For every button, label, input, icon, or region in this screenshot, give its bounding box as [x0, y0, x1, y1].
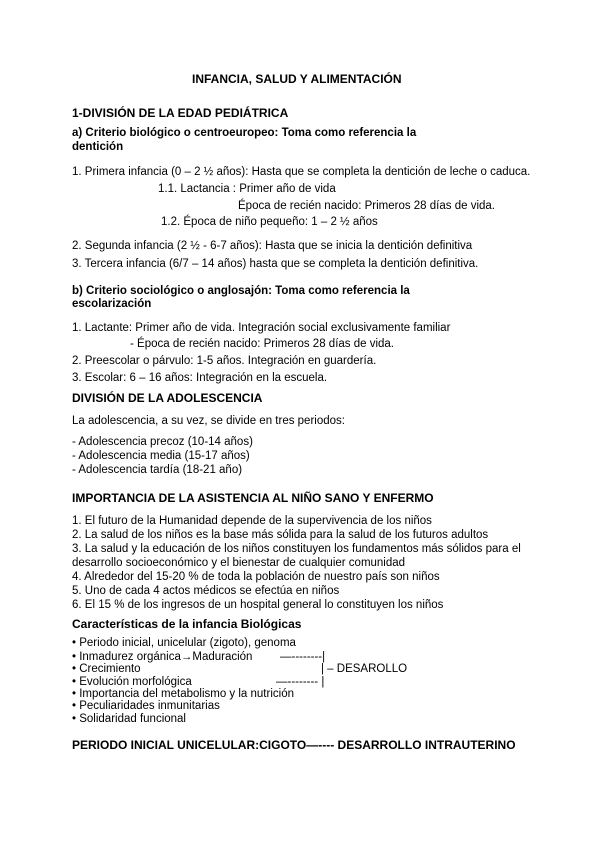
list-item: 3. Escolar: 6 – 16 años: Integración en la escuela.: [72, 372, 328, 384]
list-item: 1. El futuro de la Humanidad depende de la supervivencia de los niños: [72, 515, 432, 527]
subheading-criterio-biologico: a) Criterio biológico o centroeuropeo: Toma como referencia la: [72, 127, 417, 139]
bullet-item: • Crecimiento: [72, 663, 141, 675]
list-item: Época de recién nacido: Primeros 28 días de vida.: [238, 200, 495, 212]
list-item: 4. Alrededor del 15-20 % de toda la población de nuestro país son niños: [72, 571, 440, 583]
list-item: 1. Lactante: Primer año de vida. Integración social exclusivamente familiar: [72, 322, 451, 334]
list-item: 2. La salud de los niños es la base más sólida para la salud de los futuros adultos: [72, 529, 489, 541]
subheading-criterio-sociologico-cont: escolarización: [72, 298, 152, 310]
list-item: - Adolescencia precoz (10-14 años): [72, 436, 253, 448]
list-item: desarrollo socioeconómico y el bienestar de cualquier comunidad: [72, 557, 406, 569]
bracket-bottom: —-------- |: [276, 676, 325, 688]
list-item: 1.1. Lactancia : Primer año de vida: [158, 183, 336, 195]
section-heading-caracteristicas: Características de la infancia Biológicas: [72, 617, 302, 631]
list-item: - Adolescencia media (15-17 años): [72, 450, 250, 462]
section-heading-division: 1-DIVISIÓN DE LA EDAD PEDIÁTRICA: [72, 106, 289, 120]
subheading-criterio-sociologico: b) Criterio sociológico o anglosajón: Toma como referencia la: [72, 285, 410, 297]
list-item: 5. Uno de cada 4 actos médicos se efectúa en niños: [72, 585, 340, 597]
list-item: 6. El 15 % de los ingresos de un hospital general lo constituyen los niños: [72, 599, 444, 611]
paragraph: La adolescencia, a su vez, se divide en tres periodos:: [72, 415, 345, 427]
bullet-item: • Solidaridad funcional: [72, 713, 186, 725]
bullet-item: • Evolución morfológica: [72, 676, 192, 688]
section-heading-importancia: IMPORTANCIA DE LA ASISTENCIA AL NIÑO SANO Y ENFERMO: [72, 491, 434, 505]
list-item: 2. Preescolar o párvulo: 1-5 años. Integración en guardería.: [72, 355, 377, 367]
list-item: 2. Segunda infancia (2 ½ - 6-7 años): Hasta que se inicia la dentición definitiva: [72, 240, 473, 252]
list-item: - Adolescencia tardía (18-21 año): [72, 464, 243, 476]
subheading-criterio-biologico-cont: dentición: [72, 141, 124, 153]
list-item: 3. La salud y la educación de los niños constituyen los fundamentos más sólidos para el: [72, 543, 521, 555]
bullet-item: • Inmadurez orgánica→Maduración: [72, 651, 253, 663]
section-heading-adolescencia: DIVISIÓN DE LA ADOLESCENCIA: [72, 391, 263, 405]
list-item: 1.2. Época de niño pequeño: 1 – 2 ½ años: [161, 216, 378, 228]
page-title: INFANCIA, SALUD Y ALIMENTACIÓN: [192, 72, 402, 86]
bullet-item: • Peculiaridades inmunitarias: [72, 700, 220, 712]
list-item: - Época de recién nacido: Primeros 28 días de vida.: [130, 338, 395, 350]
list-item: 1. Primera infancia (0 – 2 ½ años): Hasta que se completa la dentición de leche o caduca.: [72, 166, 531, 178]
bullet-item: • Periodo inicial, unicelular (zigoto), genoma: [72, 637, 296, 649]
bullet-item: • Importancia del metabolismo y la nutrición: [72, 688, 294, 700]
list-item: 3. Tercera infancia (6/7 – 14 años) hasta que se completa la dentición definitiva.: [72, 258, 479, 270]
bracket-label-desarrollo: | – DESAROLLO: [321, 663, 408, 675]
section-heading-periodo-inicial: PERIODO INICIAL UNICELULAR:CIGOTO—---- DESARROLLO INTRAUTERINO: [72, 738, 516, 752]
bracket-top: —--------|: [280, 651, 326, 663]
